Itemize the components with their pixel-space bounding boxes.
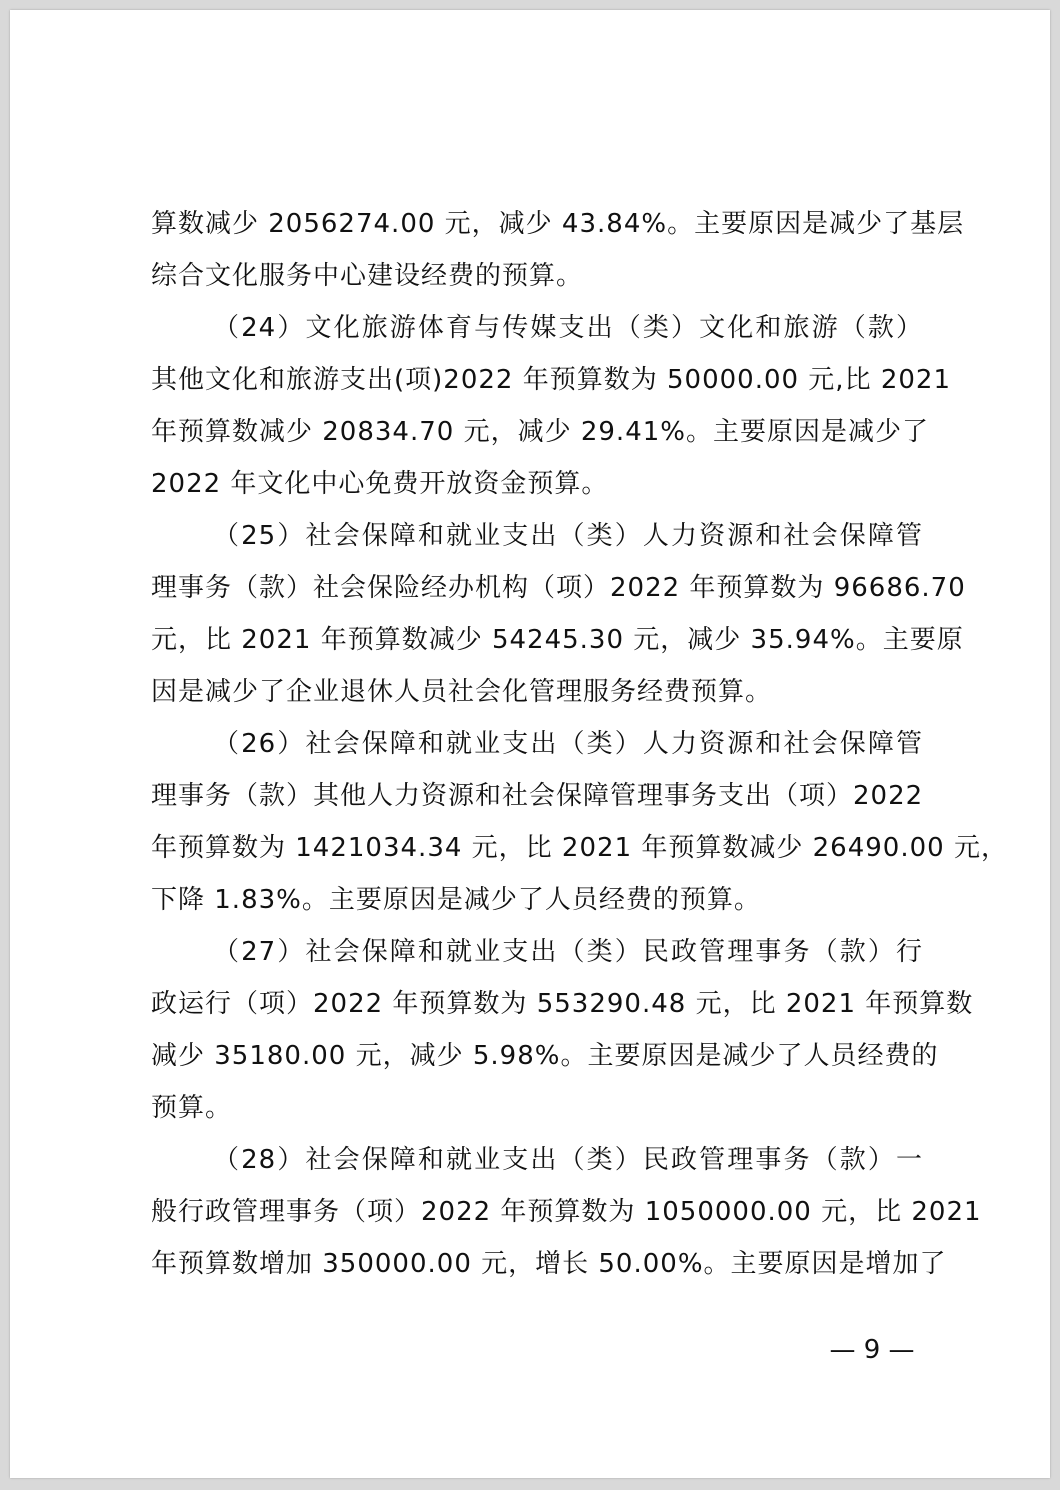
text-line: 减少 35180.00 元，减少 5.98%。主要原因是减少了人员经费的 xyxy=(151,1041,939,1071)
text-line: 年预算数为 1421034.34 元，比 2021 年预算数减少 26490.00 元， xyxy=(151,833,1008,863)
document-page xyxy=(10,10,1050,1478)
text-line: 元，比 2021 年预算数减少 54245.30 元，减少 35.94%。主要原 xyxy=(151,625,964,655)
text-line: 年预算数增加 350000.00 元，增长 50.00%。主要原因是增加了 xyxy=(151,1249,947,1279)
text-line: 因是减少了企业退休人员社会化管理服务经费预算。 xyxy=(151,677,773,707)
text-line: 理事务（款）社会保险经办机构（项）2022 年预算数为 96686.70 xyxy=(151,573,966,603)
paragraph-25-start: （25）社会保障和就业支出（类）人力资源和社会保障管 xyxy=(213,521,923,551)
text-line: 理事务（款）其他人力资源和社会保障管理事务支出（项）2022 xyxy=(151,781,924,811)
body-text xyxy=(151,198,1008,1290)
text-line: 政运行（项）2022 年预算数为 553290.48 元，比 2021 年预算数 xyxy=(151,989,974,1019)
text-line: 综合文化服务中心建设经费的预算。 xyxy=(151,261,584,291)
paragraph-28-start: （28）社会保障和就业支出（类）民政管理事务（款）一 xyxy=(213,1145,923,1175)
text-line: 算数减少 2056274.00 元，减少 43.84%。主要原因是减少了基层 xyxy=(151,209,965,239)
paragraph-24-start: （24）文化旅游体育与传媒支出（类）文化和旅游（款） xyxy=(213,313,923,343)
text-line: 下降 1.83%。主要原因是减少了人员经费的预算。 xyxy=(151,885,761,915)
text-line: 预算。 xyxy=(151,1093,233,1123)
text-line: 其他文化和旅游支出(项)2022 年预算数为 50000.00 元,比 2021 xyxy=(151,365,952,395)
paragraph-27-start: （27）社会保障和就业支出（类）民政管理事务（款）行 xyxy=(213,937,923,967)
page-number: — 9 — xyxy=(829,1335,915,1365)
paragraph-26-start: （26）社会保障和就业支出（类）人力资源和社会保障管 xyxy=(213,729,923,759)
text-line: 般行政管理事务（项）2022 年预算数为 1050000.00 元，比 2021 xyxy=(151,1197,982,1227)
text-line: 年预算数减少 20834.70 元，减少 29.41%。主要原因是减少了 xyxy=(151,417,929,447)
text-line: 2022 年文化中心免费开放资金预算。 xyxy=(151,469,609,499)
